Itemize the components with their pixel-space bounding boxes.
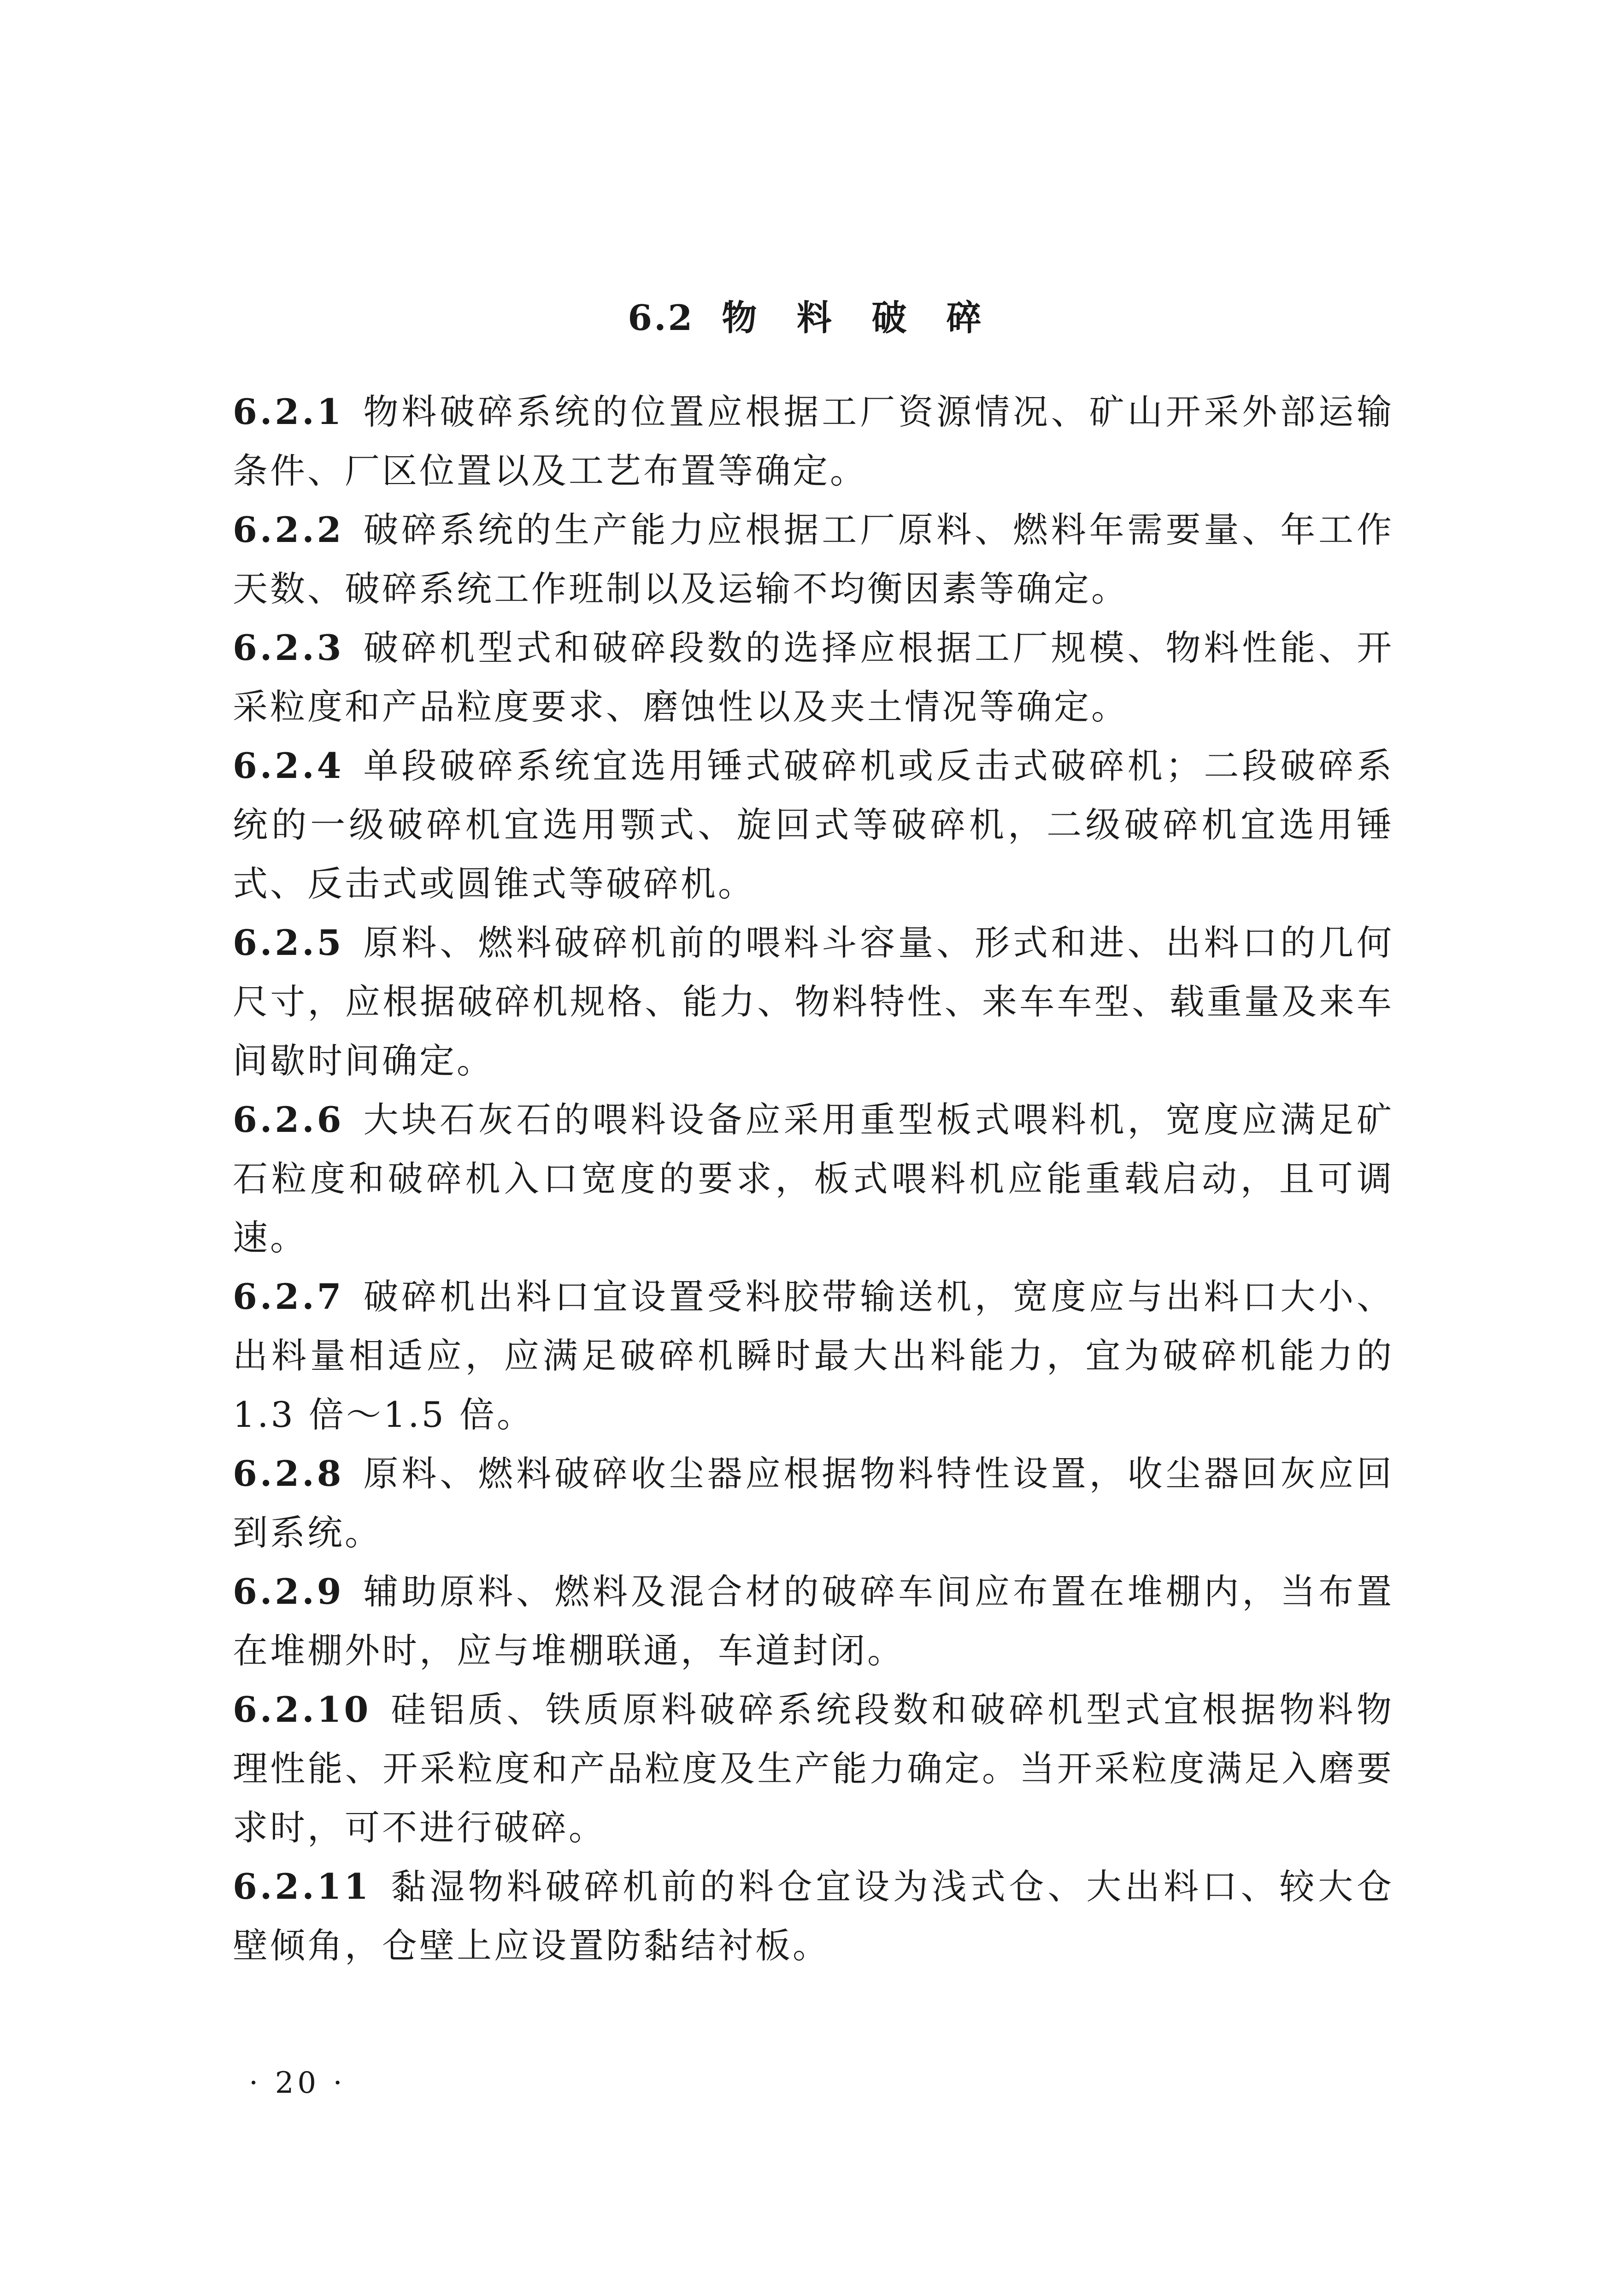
clause-6-2-11 (233, 1857, 1394, 1975)
clause-6-2-1 (233, 383, 1394, 500)
clause-6-2-6 (233, 1090, 1394, 1267)
clause-number: 6.2.11 (233, 1866, 371, 1907)
clause-number: 6.2.3 (233, 627, 344, 668)
clause-number: 6.2.7 (233, 1276, 344, 1317)
clause-list (233, 383, 1394, 1975)
clause-number: 6.2.6 (233, 1099, 344, 1140)
clause-number: 6.2.4 (233, 745, 344, 786)
clause-6-2-8 (233, 1444, 1394, 1562)
clause-text: 辅助原料、燃料及混合材的破碎车间应布置在堆棚内，当布置在堆棚外时，应与堆棚联通，车道封闭。 (233, 1571, 1394, 1671)
clause-text: 破碎系统的生产能力应根据工厂原料、燃料年需要量、年工作天数、破碎系统工作班制以及运输不均衡因素等确定。 (233, 509, 1394, 609)
clause-number: 6.2.10 (233, 1689, 371, 1730)
clause-text: 原料、燃料破碎收尘器应根据物料特性设置，收尘器回灰应回到系统。 (233, 1453, 1394, 1553)
clause-6-2-9 (233, 1562, 1394, 1680)
clause-6-2-4 (233, 736, 1394, 913)
clause-6-2-10 (233, 1680, 1394, 1857)
clause-number: 6.2.1 (233, 391, 344, 432)
section-title: 物 料 破 碎 (722, 297, 995, 338)
clause-6-2-2 (233, 500, 1394, 618)
clause-text: 单段破碎系统宜选用锤式破碎机或反击式破碎机；二段破碎系统的一级破碎机宜选用颚式、旋回式等破碎机，二级破碎机宜选用锤式、反击式或圆锥式等破碎机。 (233, 745, 1394, 904)
clause-text: 物料破碎系统的位置应根据工厂资源情况、矿山开采外部运输条件、厂区位置以及工艺布置等确定。 (233, 391, 1394, 491)
clause-6-2-5 (233, 913, 1394, 1090)
clause-6-2-7 (233, 1267, 1394, 1444)
clause-text: 破碎机出料口宜设置受料胶带输送机，宽度应与出料口大小、出料量相适应，应满足破碎机瞬时最大出料能力，宜为破碎机能力的 1.3 倍～1.5 倍。 (233, 1276, 1394, 1435)
clause-text: 硅铝质、铁质原料破碎系统段数和破碎机型式宜根据物料物理性能、开采粒度和产品粒度及生产能力确定。当开采粒度满足入磨要求时，可不进行破碎。 (233, 1689, 1394, 1848)
section-number: 6.2 (628, 297, 694, 338)
clause-text: 大块石灰石的喂料设备应采用重型板式喂料机，宽度应满足矿石粒度和破碎机入口宽度的要求，板式喂料机应能重载启动，且可调速。 (233, 1099, 1394, 1258)
clause-number: 6.2.2 (233, 509, 344, 550)
clause-number: 6.2.9 (233, 1571, 344, 1612)
clause-text: 黏湿物料破碎机前的料仓宜设为浅式仓、大出料口、较大仓壁倾角，仓壁上应设置防黏结衬板。 (233, 1866, 1394, 1966)
clause-text: 破碎机型式和破碎段数的选择应根据工厂规模、物料性能、开采粒度和产品粒度要求、磨蚀性以及夹土情况等确定。 (233, 627, 1394, 727)
clause-text: 原料、燃料破碎机前的喂料斗容量、形式和进、出料口的几何尺寸，应根据破碎机规格、能力、物料特性、来车车型、载重量及来车间歇时间确定。 (233, 922, 1394, 1081)
section-heading (0, 295, 1623, 341)
page-number: · 20 · (249, 2066, 346, 2100)
clause-number: 6.2.5 (233, 922, 344, 963)
clause-number: 6.2.8 (233, 1453, 344, 1494)
clause-6-2-3 (233, 618, 1394, 736)
